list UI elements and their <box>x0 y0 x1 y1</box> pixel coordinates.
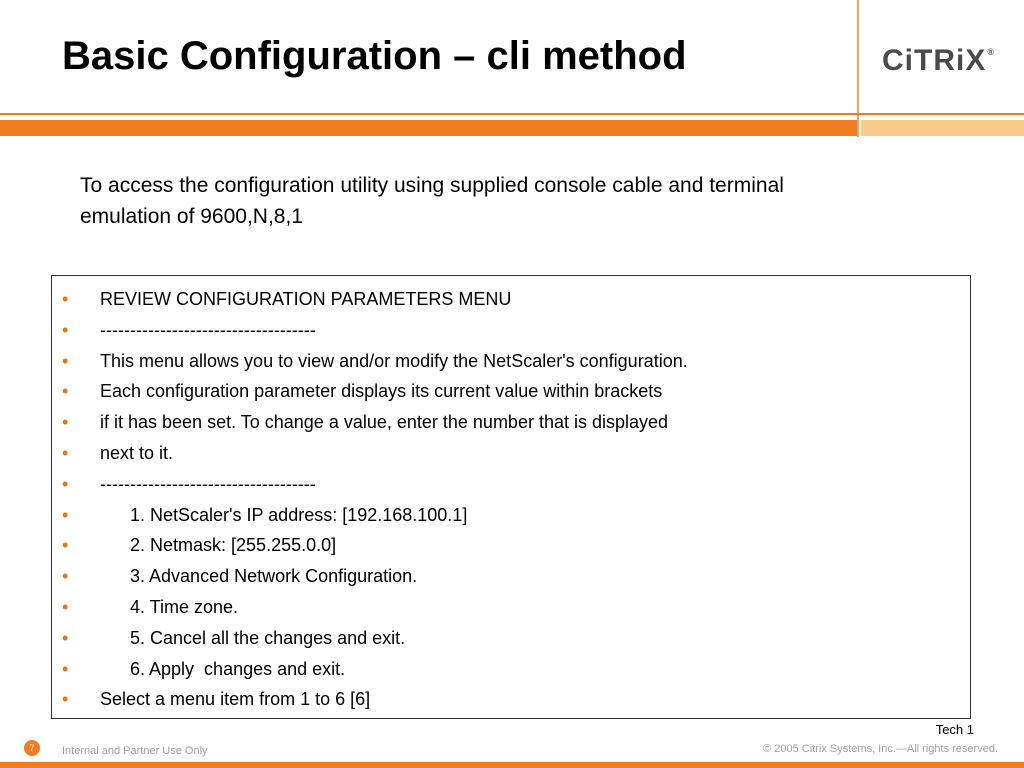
logo-text: CiTRiX <box>882 44 987 77</box>
menu-line <box>52 284 970 315</box>
menu-line <box>52 684 970 715</box>
menu-line <box>52 654 970 685</box>
menu-line <box>52 561 970 592</box>
intro-text: To access the configuration utility using supplied console cable and terminal emulation of 9600,N,8,1 <box>80 174 784 228</box>
registered-mark: ® <box>987 47 995 57</box>
bullet-icon: • <box>62 381 69 402</box>
bullet-icon: • <box>62 473 69 494</box>
menu-line-text: Each configuration parameter displays its current value within brackets <box>100 381 663 402</box>
menu-line-text: 1. NetScaler's IP address: [192.168.100.1] <box>100 504 468 525</box>
slide-title: Basic Configuration – cli method <box>62 34 687 78</box>
bullet-icon: • <box>62 535 69 556</box>
menu-line-text: ------------------------------------ <box>100 319 316 340</box>
bullet-icon: • <box>62 596 69 617</box>
bullet-icon: • <box>62 627 69 648</box>
menu-line-text: next to it. <box>100 442 174 463</box>
menu-line <box>52 407 970 438</box>
header-divider <box>857 0 859 137</box>
bullet-icon: • <box>62 658 69 679</box>
copyright-notice: © 2005 Citrix Systems, Inc.—All rights reserved. <box>763 743 998 755</box>
footer-accent-bar <box>0 762 1024 768</box>
menu-line-text: 3. Advanced Network Configuration. <box>100 566 418 587</box>
citrix-logo <box>882 44 995 78</box>
header-accent-bar-light <box>861 120 1024 136</box>
bullet-icon: • <box>62 689 69 710</box>
bullet-icon: • <box>62 350 69 371</box>
tech-tag: Tech 1 <box>935 722 974 737</box>
menu-line-text: if it has been set. To change a value, enter the number that is displayed <box>100 412 669 433</box>
menu-line-text: 2. Netmask: [255.255.0.0] <box>100 535 337 556</box>
bullet-icon: • <box>62 289 69 309</box>
bullet-icon: • <box>62 504 69 525</box>
bullet-icon: • <box>62 442 69 463</box>
menu-line <box>52 376 970 407</box>
header-rule <box>0 113 1024 115</box>
menu-line <box>52 315 970 346</box>
menu-line-text: This menu allows you to view and/or modify the NetScaler's configuration. <box>100 350 688 371</box>
page-number-badge: 7 <box>24 740 40 756</box>
menu-line <box>52 438 970 469</box>
menu-line-text: 4. Time zone. <box>100 596 239 617</box>
menu-line-text: 5. Cancel all the changes and exit. <box>100 627 406 648</box>
menu-line <box>52 592 970 623</box>
menu-line <box>52 469 970 500</box>
menu-line <box>52 500 970 531</box>
menu-list <box>52 276 970 715</box>
bullet-icon: • <box>62 566 69 587</box>
menu-line <box>52 623 970 654</box>
menu-line-text: ------------------------------------ <box>100 473 316 494</box>
menu-line-text: 6. Apply changes and exit. <box>100 658 346 679</box>
classification-label: Internal and Partner Use Only <box>62 745 208 757</box>
menu-line-text: Select a menu item from 1 to 6 [6] <box>100 689 371 710</box>
menu-line-text: REVIEW CONFIGURATION PARAMETERS MENU <box>100 289 512 309</box>
header-accent-bar <box>0 120 857 136</box>
menu-box <box>51 275 971 719</box>
bullet-icon: • <box>62 412 69 433</box>
menu-line <box>52 346 970 377</box>
menu-line <box>52 530 970 561</box>
bullet-icon: • <box>62 319 69 340</box>
